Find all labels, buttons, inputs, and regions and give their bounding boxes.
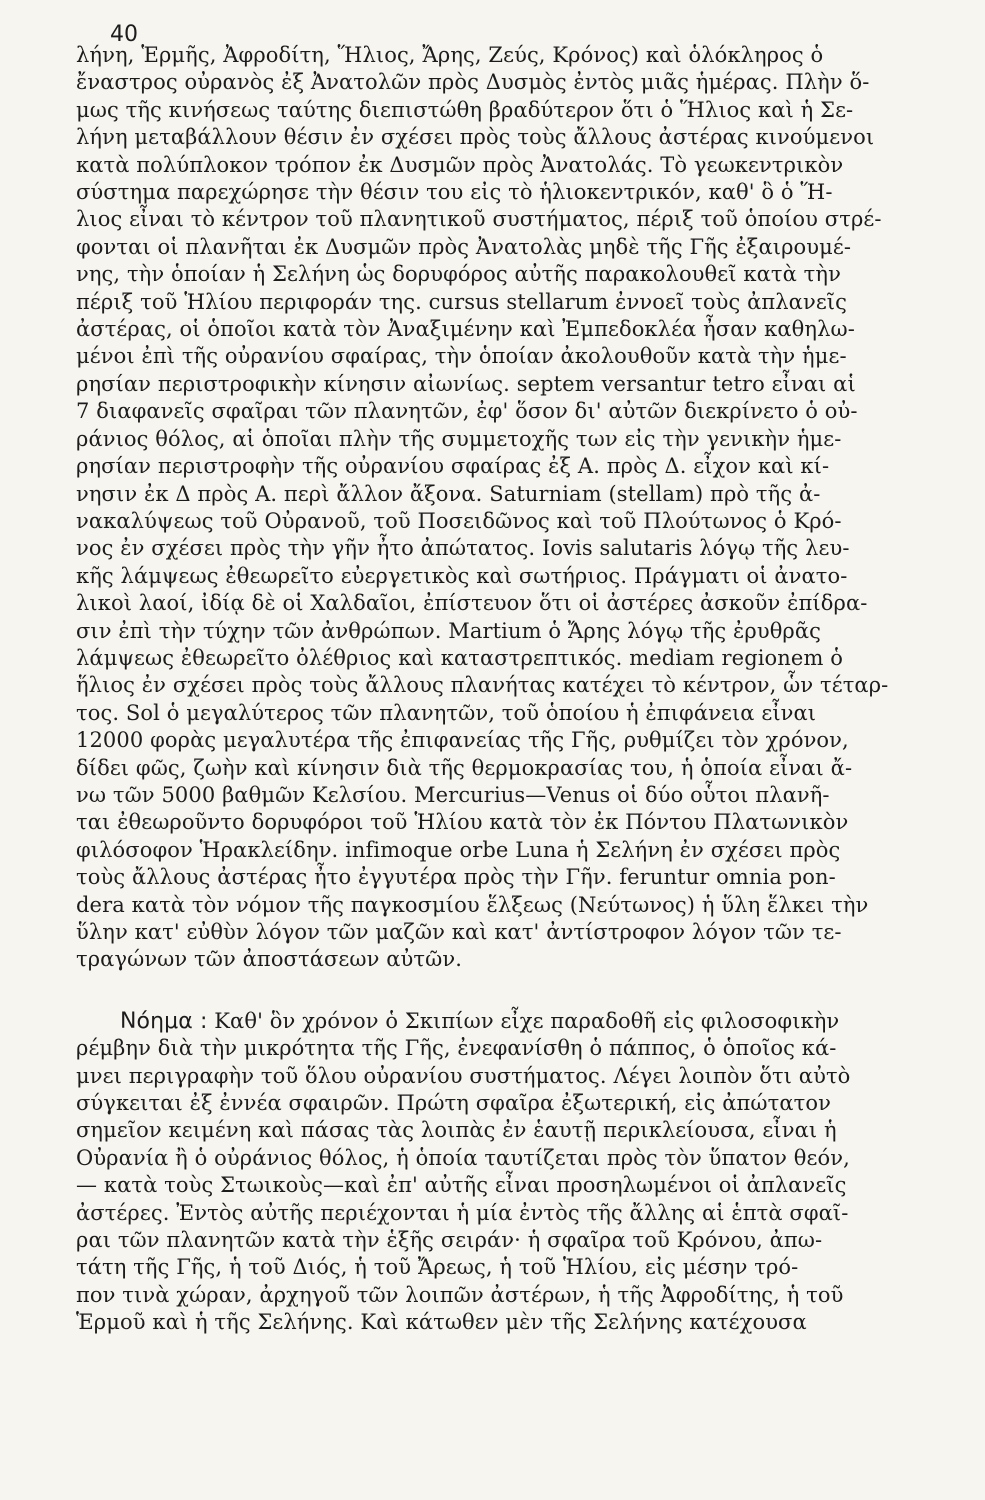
text-line: πον τινὰ χώραν, ἀρχηγοῦ τῶν λοιπῶν ἀστέρων, ἡ τῆς Ἀφροδίτης, ἡ τοῦ	[76, 1282, 844, 1307]
text-line: μένοι ἐπὶ τῆς οὐρανίου σφαίρας, τὴν ὁποίαν ἀκολουθοῦν κατὰ τὴν ἡμε-	[76, 344, 847, 369]
text-line: λήνη, Ἑρμῆς, Ἀφροδίτη, Ἥλιος, Ἄρης, Ζεύς, Κρόνος) καὶ ὁλόκληρος ὁ	[76, 43, 824, 67]
text-line: τραγώνων τῶν ἀποστάσεων αὐτῶν.	[76, 947, 463, 972]
text-line: ται ἐθεωροῦντο δορυφόροι τοῦ Ἡλίου κατὰ τὸν ἐκ Πόντου Πλατωνικὸν	[76, 810, 849, 835]
text-line: κατὰ πολύπλοκον τρόπον ἐκ Δυσμῶν πρὸς Ἀνατολάς. Τὸ γεωκεντρικὸν	[76, 152, 844, 177]
text-run: Καθ' ὃν χρόνον ὁ Σκιπίων εἶχε παραδοθῆ εἰς φιλοσοφικὴν	[214, 1008, 840, 1033]
text-line: λήνη μεταβάλλουν θέσιν ἐν σχέσει πρὸς τοὺς ἄλλους ἀστέρας κινούμενοι	[76, 125, 875, 150]
text-line: ὕλην κατ' εὐθὺν λόγον τῶν μαζῶν καὶ κατ' ἀντίστροφον λόγον τῶν τε-	[76, 920, 842, 944]
text-line: λικοὶ λαοί, ἰδίᾳ δὲ οἱ Χαλδαῖοι, ἐπίστευον ὅτι οἱ ἀστέρες ἀσκοῦν ἐπίδρα-	[76, 591, 868, 616]
text-line: 12000 φορὰς μεγαλυτέρα τῆς ἐπιφανείας τῆς Γῆς, ρυθμίζει τὸν χρόνον,	[76, 728, 849, 753]
text-line: μνει περιγραφὴν τοῦ ὅλου οὐρανίου συστήματος. Λέγει λοιπὸν ὅτι αὐτὸ	[76, 1063, 851, 1088]
text-line: ρέμβην διὰ τὴν μικρότητα τῆς Γῆς, ἐνεφανίσθη ὁ πάππος, ὁ ὁποῖος κά-	[76, 1036, 837, 1061]
text-line: σύγκειται ἐξ ἐννέα σφαιρῶν. Πρώτη σφαῖρα ἐξωτερική, εἰς ἀπώτατον	[76, 1091, 831, 1116]
paragraph-gap	[76, 974, 954, 1008]
text-line	[76, 1008, 954, 1035]
text-line: νακαλύψεως τοῦ Οὐρανοῦ, τοῦ Ποσειδῶνος καὶ τοῦ Πλούτωνος ὁ Κρό-	[76, 508, 842, 533]
text-line: λάμψεως ἐθεωρεῖτο ὀλέθριος καὶ καταστρεπτικός. mediam regionem ὁ	[76, 645, 843, 670]
text-line: τάτη τῆς Γῆς, ἡ τοῦ Διός, ἡ τοῦ Ἄρεως, ἡ τοῦ Ἡλίου, εἰς μέσην τρό-	[76, 1255, 799, 1280]
text-line: Οὐρανία ἢ ὁ οὐράνιος θόλος, ἡ ὁποία ταυτίζεται πρὸς τὸν ὕπατον θεόν,	[76, 1145, 850, 1170]
text-line: νησιν ἐκ Δ πρὸς Α. περὶ ἄλλον ἄξονα. Saturniam (stellam) πρὸ τῆς ἀ-	[76, 481, 821, 506]
text-line: νης, τὴν ὁποίαν ἡ Σελήνη ὡς δορυφόρος αὐτῆς παρακολουθεῖ κατὰ τὴν	[76, 262, 841, 287]
text-line: νος ἐν σχέσει πρὸς τὴν γῆν ἦτο ἀπώτατος. Iovis salutaris λόγῳ τῆς λευ-	[76, 536, 850, 561]
text-line: — κατὰ τοὺς Στωικοὺς—καὶ ἐπ' αὐτῆς εἶναι προσηλωμένοι οἱ ἀπλανεῖς	[76, 1173, 847, 1198]
text-line: ἀστέρας, οἱ ὁποῖοι κατὰ τὸν Ἀναξιμένην καὶ Ἐμπεδοκλέα ἦσαν καθηλω-	[76, 317, 855, 342]
text-line: φονται οἱ πλανῆται ἐκ Δυσμῶν πρὸς Ἀνατολὰς μηδὲ τῆς Γῆς ἐξαιρουμέ-	[76, 234, 852, 259]
text-line: ρησίαν περιστροφικὴν κίνησιν αἰωνίως. septem versantur tetro εἶναι αἱ	[76, 371, 856, 396]
text-line: νω τῶν 5000 βαθμῶν Κελσίου. Mercurius—Venus οἱ δύο οὗτοι πλανῆ-	[76, 782, 830, 807]
text-line: τος. Sol ὁ μεγαλύτερος τῶν πλανητῶν, τοῦ ὁποίου ἡ ἐπιφάνεια εἶναι	[76, 700, 817, 725]
meaning-label: Νόημα :	[120, 1008, 208, 1034]
text-line: κῆς λάμψεως ἐθεωρεῖτο εὐεργετικὸς καὶ σωτήριος. Πράγματι οἱ ἀνατο-	[76, 563, 848, 588]
text-line: dera κατὰ τὸν νόμον τῆς παγκοσμίου ἕλξεως (Νεύτωνος) ἡ ὕλη ἕλκει τὴν	[76, 892, 869, 917]
text-line: σύστημα παρεχώρησε τὴν θέσιν του εἰς τὸ ἡλιοκεντρικόν, καθ' ὃ ὁ Ἥ-	[76, 180, 833, 205]
commentary-text	[76, 42, 954, 1337]
page-number: 40	[110, 22, 138, 47]
text-line: ἀστέρες. Ἐντὸς αὐτῆς περιέχονται ἡ μία ἐντὸς τῆς ἄλλης αἱ ἑπτὰ σφαῖ-	[76, 1200, 849, 1225]
text-line: φιλόσοφον Ἡρακλείδην. infimoque orbe Luna ἡ Σελήνη ἐν σχέσει πρὸς	[76, 837, 841, 862]
text-line: ραι τῶν πλανητῶν κατὰ τὴν ἑξῆς σειράν· ἡ σφαῖρα τοῦ Κρόνου, ἀπω-	[76, 1228, 823, 1253]
text-line: ἥλιος ἐν σχέσει πρὸς τοὺς ἄλλους πλανήτας κατέχει τὸ κέντρον, ὧν τέταρ-	[76, 673, 889, 698]
text-line: δίδει φῶς, ζωὴν καὶ κίνησιν διὰ τῆς θερμοκρασίας του, ἡ ὁποία εἶναι ἄ-	[76, 755, 853, 780]
text-line: Ἑρμοῦ καὶ ἡ τῆς Σελήνης. Καὶ κάτωθεν μὲν τῆς Σελήνης κατέχουσα	[76, 1310, 807, 1335]
text-line: σημεῖον κειμένη καὶ πάσας τὰς λοιπὰς ἐν ἑαυτῇ περικλείουσα, εἶναι ἡ	[76, 1118, 837, 1143]
commentary-paragraph-1	[76, 42, 954, 974]
text-line: ράνιος θόλος, αἱ ὁποῖαι πλὴν τῆς συμμετοχῆς των εἰς τὴν γενικὴν ἡμε-	[76, 426, 842, 451]
text-line: λιος εἶναι τὸ κέντρον τοῦ πλανητικοῦ συστήματος, πέριξ τοῦ ὁποίου στρέ-	[76, 207, 882, 232]
text-line: τοὺς ἄλλους ἀστέρας ἦτο ἐγγυτέρα πρὸς τὴν Γῆν. feruntur omnia pon-	[76, 865, 836, 890]
text-line: πέριξ τοῦ Ἡλίου περιφοράν της. cursus stellarum ἐννοεῖ τοὺς ἀπλανεῖς	[76, 289, 847, 314]
text-line: ἔναστρος οὐρανὸς ἐξ Ἀνατολῶν πρὸς Δυσμὸς ἐντὸς μιᾶς ἡμέρας. Πλὴν ὅ-	[76, 70, 870, 95]
text-line: ρησίαν περιστροφὴν τῆς οὐρανίου σφαίρας ἐξ Α. πρὸς Δ. εἶχον καὶ κί-	[76, 454, 830, 479]
text-line: μως τῆς κινήσεως ταύτης διεπιστώθη βραδύτερον ὅτι ὁ Ἥλιος καὶ ἡ Σε-	[76, 97, 854, 122]
text-line: 7 διαφανεῖς σφαῖραι τῶν πλανητῶν, ἐφ' ὅσον δι' αὐτῶν διεκρίνετο ὁ οὐ-	[76, 399, 858, 424]
commentary-paragraph-2	[76, 1008, 954, 1337]
text-line: σιν ἐπὶ τὴν τύχην τῶν ἀνθρώπων. Martium ὁ Ἄρης λόγῳ τῆς ἐρυθρᾶς	[76, 618, 822, 643]
